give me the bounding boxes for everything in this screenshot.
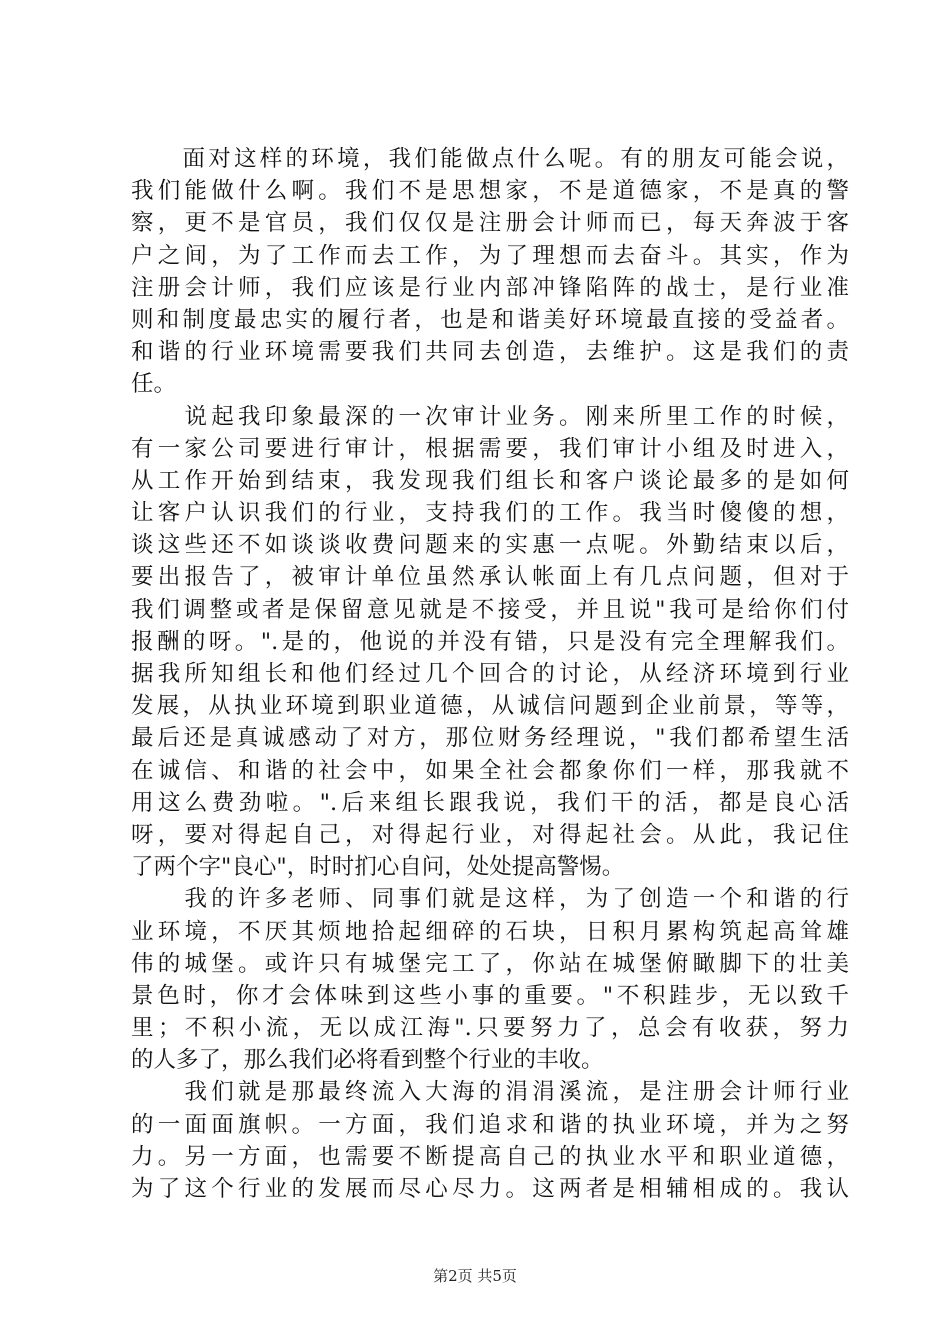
text-line: 让客户认识我们的行业，支持我们的工作。我当时傻傻的想， <box>131 500 849 527</box>
text-line: 要出报告了，被审计单位虽然承认帐面上有几点问题，但对于 <box>131 564 849 591</box>
text-line: 景色时，你才会体味到这些小事的重要。"不积跬步，无以致千 <box>131 982 849 1009</box>
text-line: 面对这样的环境，我们能做点什么呢。有的朋友可能会说， <box>131 146 849 172</box>
text-line: 业环境，不厌其烦地拾起细碎的石块，日积月累构筑起高耸雄 <box>131 918 849 945</box>
text-line: 我的许多老师、同事们就是这样，为了创造一个和谐的行 <box>131 886 849 913</box>
text-line: 最后还是真诚感动了对方，那位财务经理说，"我们都希望生活 <box>131 725 849 752</box>
text-line: 的一面面旗帜。一方面，我们追求和谐的执业环境，并为之努 <box>131 1111 849 1138</box>
text-line: 任。 <box>131 371 177 398</box>
text-line: 注册会计师，我们应该是行业内部冲锋陷阵的战士，是行业准 <box>131 274 849 301</box>
text-line: 说起我印象最深的一次审计业务。刚来所里工作的时候， <box>131 403 849 430</box>
text-line: 发展，从执业环境到职业道德，从诚信问题到企业前景，等等， <box>131 693 849 720</box>
text-line: 的人多了，那么我们必将看到整个行业的丰收。 <box>131 1047 604 1074</box>
text-line: 呀，要对得起自己，对得起行业，对得起社会。从此，我记住 <box>131 821 849 848</box>
text-line: 有一家公司要进行审计，根据需要，我们审计小组及时进入， <box>131 435 849 462</box>
text-line: 力。另一方面，也需要不断提高自己的执业水平和职业道德， <box>131 1143 849 1170</box>
text-line: 里；不积小流，无以成江海".只要努力了，总会有收获，努力 <box>131 1015 849 1042</box>
text-line: 我们能做什么啊。我们不是思想家，不是道德家，不是真的警 <box>131 178 849 205</box>
text-line: 和谐的行业环境需要我们共同去创造，去维护。这是我们的责 <box>131 339 849 366</box>
text-line: 察，更不是官员，我们仅仅是注册会计师而已，每天奔波于客 <box>131 210 849 237</box>
text-line: 为了这个行业的发展而尽心尽力。这两者是相辅相成的。我认 <box>131 1176 849 1202</box>
text-line: 报酬的呀。".是的，他说的并没有错，只是没有完全理解我们。 <box>131 628 849 655</box>
text-line: 从工作开始到结束，我发现我们组长和客户谈论最多的是如何 <box>131 467 849 494</box>
text-line: 伟的城堡。或许只有城堡完工了，你站在城堡俯瞰脚下的壮美 <box>131 950 849 977</box>
text-line: 用这么费劲啦。".后来组长跟我说，我们干的活，都是良心活 <box>131 789 849 816</box>
text-line: 在诚信、和谐的社会中，如果全社会都象你们一样，那我就不 <box>131 757 849 784</box>
text-line: 我们调整或者是保留意见就是不接受，并且说"我可是给你们付 <box>131 596 849 623</box>
text-line: 户之间，为了工作而去工作，为了理想而去奋斗。其实，作为 <box>131 242 849 269</box>
page-footer: 第2页 共5页 <box>433 1267 517 1285</box>
text-line: 了两个字"良心"，时时扪心自问，处处提高警惕。 <box>131 854 625 881</box>
text-line: 据我所知组长和他们经过几个回合的讨论，从经济环境到行业 <box>131 661 849 687</box>
text-line: 谈这些还不如谈谈收费问题来的实惠一点呢。外勤结束以后， <box>131 532 849 559</box>
text-line: 则和制度最忠实的履行者，也是和谐美好环境最直接的受益者。 <box>131 306 849 333</box>
document-body <box>131 143 849 1205</box>
text-line: 我们就是那最终流入大海的涓涓溪流，是注册会计师行业 <box>131 1079 849 1106</box>
